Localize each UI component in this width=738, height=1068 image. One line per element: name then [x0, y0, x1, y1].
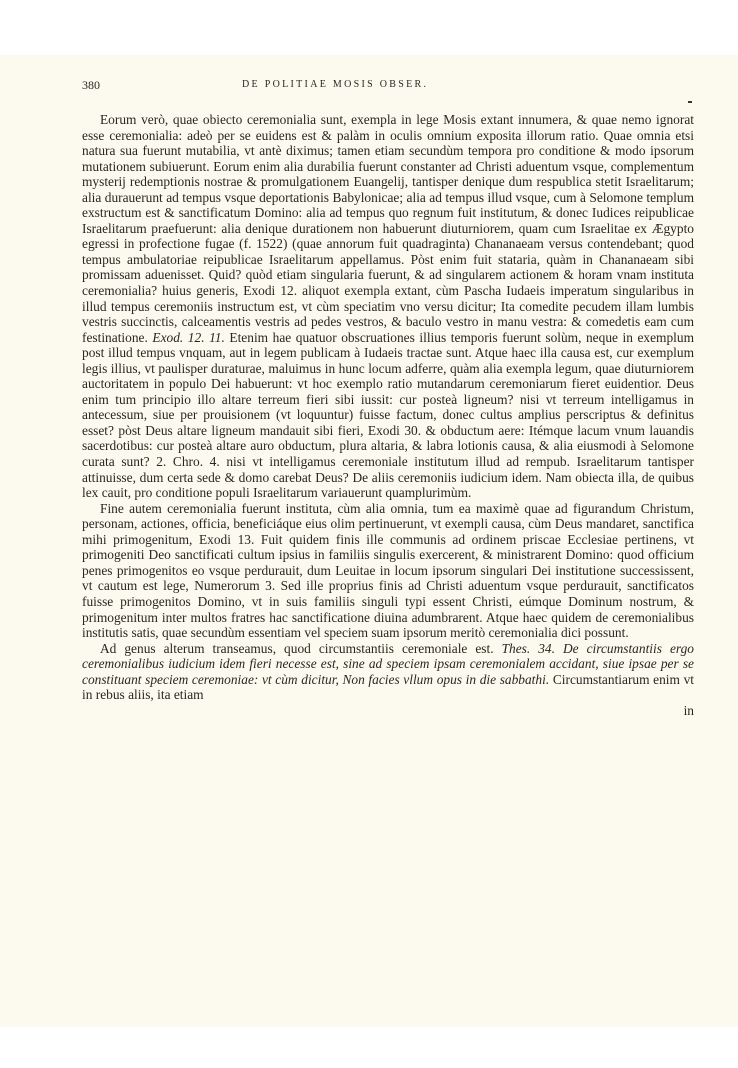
paragraph-3-end: Circumstantiarum enim vt in rebus aliis, ita etiam	[82, 671, 694, 703]
paragraph-1-continued: Etenim hae quatuor obscruationes illius temporis fuerunt solùm, neque in exemplum post illud tempus vnquam, aut in legem publicam à Iudaeis tractae sunt. Atque haec illa causa est, cur exemplum legis illius, vt paulisper duraturae, maluimus in hunc locum adferre, quàm alia exempla legum, quae diuturniorem auctoritatem in populo Dei habuerunt: vt hoc exemplo ratio mutandarum ceremoniarum fieret euidentior. Deus enim tum principio illo altare terreum fieri sibi iussit: cur posteà ligneum? nisi vt terreum intelligamus in antecessum, siue per prouisionem (vt loquuntur) fuisse factum, donec cultus amplius perscriptus & definitus esset? pòst Deus altare ligneum mandauit sibi fieri, Exodi 30. & obductum aere: Itémque lacum vnum lauandis sacerdotibus: cur posteà altare auro obductum, plura altaria, & labra lotionis causa, & alia eiusmodi à Selomone curata sunt? 2. Chro. 4. nisi vt intelligamus ceremoniale institutum illud ad rempub. Israelitarum tantisper attinuisse, dum certa sede & domo carebat Deus? De aliis ceremoniis iudicium idem. Nam obiecta illa, de quibus lex cauit, pro conditione populi Israelitarum variauerunt quamplurimùm.	[82, 329, 694, 501]
exodus-reference: Exod. 12. 11.	[152, 329, 225, 345]
thesis-quote: Thes. 34. De circumstantiis ergo ceremonialibus iudicium idem fieri necesse est, sine ad speciem ipsam ceremonialem accidant, siue ipsae per se constituant speciem ceremoniae: vt cùm dicitur, Non facies vllum opus in die sabbathi.	[82, 640, 694, 687]
body-text	[82, 112, 694, 718]
paragraph-3-start: Ad genus alterum transeamus, quod circumstantiis ceremoniale est.	[100, 640, 494, 656]
page-header	[82, 78, 647, 94]
book-page	[0, 55, 738, 1027]
paragraph-1	[82, 112, 694, 501]
page-number: 380	[82, 78, 100, 92]
printer-mark	[688, 101, 692, 103]
paragraph-2-text: Fine autem ceremonialia fuerunt instituta, cùm alia omnia, tum ea maximè quae ad figurandum Christum, personam, actiones, officia, beneficiáque eius olim pertinuerunt, vt exempli causa, cùm Deus mandaret, sanctifica mihi primogenitum, Exodi 13. Fuit quidem finis ille communis ad ordinem priscae Ecclesiae pertinens, vt primogeniti Deo sanctificati cultum ipsius in familiis singulis exercerent, & ministrarent Domino: quod officium penes primogenitos eo vsque perdurauit, dum Leuitae in locum ipsorum singulari Dei institutione successissent, vt cautum est lege, Numerorum 3. Sed ille proprius finis ad Christi aduentum vsque perdurauit, sanctificatos fuisse primogenitos Domino, vt in suis familiis singuli typi essent Christi, eúmque Dominum nostrum, & primogenitum inter multos fratres hac sanctificatione diuina adumbrarent. Atque haec quidem de ceremonialibus institutis satis, quae secundùm essentiam vel speciem suam ipsorum meritò ceremonialia dici possunt.	[82, 500, 694, 641]
catchword: in	[683, 702, 694, 718]
running-head: DE POLITIAE MOSIS OBSER.	[242, 79, 429, 90]
paragraph-2	[82, 501, 694, 641]
paragraph-1-text: Eorum verò, quae obiecto ceremonialia sunt, exempla in lege Mosis extant innumera, & quae nemo ignorat esse ceremonialia: adeò per se euidens est & palàm in oculis omnium exposita illorum ratio. Quae omnia etsi natura sua fuerunt mutabilia, vt antè diximus; tamen etiam secundùm tempora pro conditione & modo ipsorum mutationem subiuerunt. Eorum enim alia durabilia fuerunt constanter ad Christi aduentum vsque, complementum mysterij redemptionis nostrae & promulgationem Euangelij, tantisper denique dum respublica stetit Israelitarum; alia durauerunt ad tempus vsque deportationis Babylonicae; alia ad tempus illud vsque, cum à Selomone templum exstructum est & sanctificatum Domino: alia ad tempus quo regnum fuit institutum, & donec Iudices reipublicae Israelitarum praefuerunt: alia denique durationem non habuerunt diuturniorem, quam cum Israelitae ex Ægypto egressi in profectione fugae (f. 1522) (quae annorum fuit quadraginta) Chananaeam versus contendebant; quod tempus ambulatoriae reipublicae Israelitarum appellamus. Pòst enim fuit stataria, quàm in Chananaeam sibi promissam aduenisset. Quid? quòd etiam singularia fuerunt, & ad singularem actionem & horam vnam instituta ceremonialia? huius generis, Exodi 12. aliquot exempla extant, cùm Pascha Iudaeis imperatum singularibus in illud tempus ceremoniis instructum est, vt cùm speciatim vno versu dicitur; Ita comedite pecudem illam lumbis vestris succinctis, calceamentis vestris ad pedes vestros, & baculo vestro in manu vestra: & comedetis eam cum festinatione.	[82, 112, 694, 345]
paragraph-3	[82, 641, 694, 703]
